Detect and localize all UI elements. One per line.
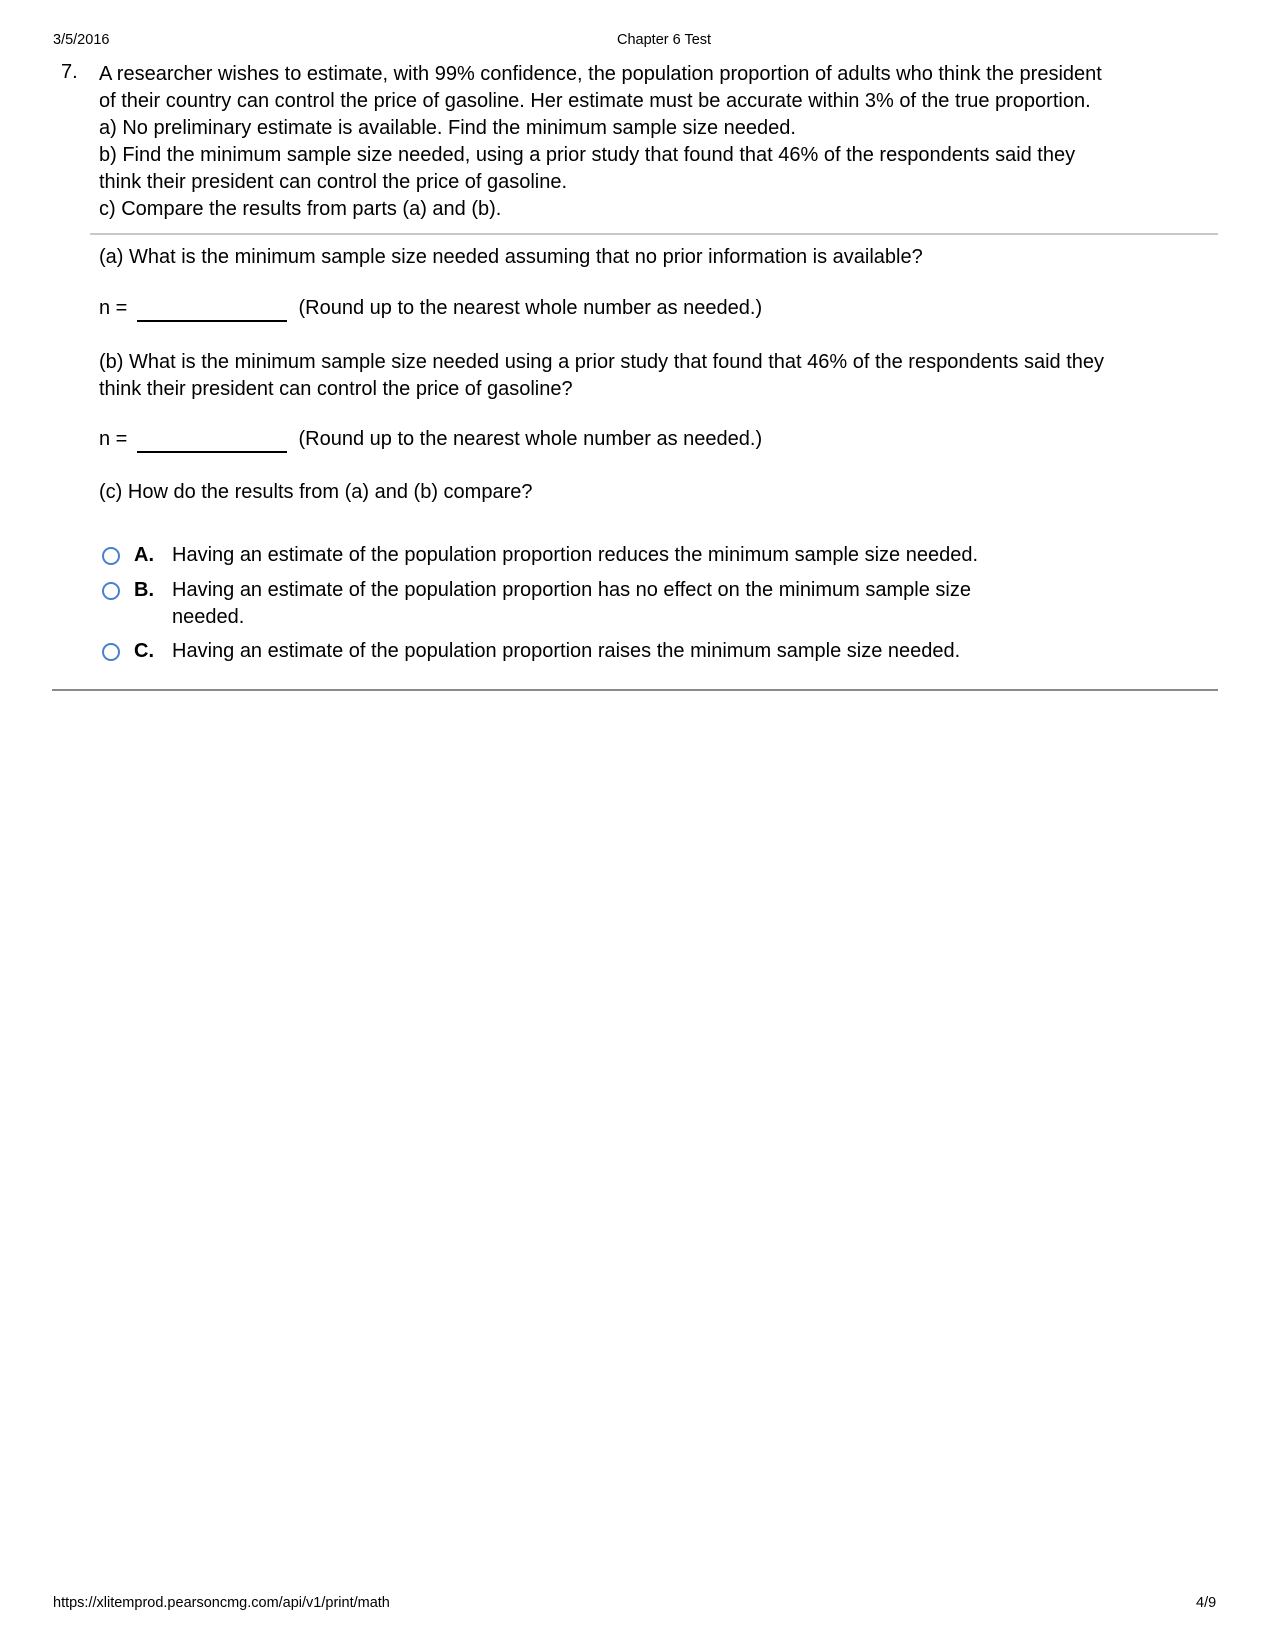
stem-line: of their country can control the price of gasoline. Her estimate must be accurate within 3% of the true proportion. <box>99 90 1091 112</box>
part-a-label: n = <box>99 297 128 319</box>
part-a-hint: (Round up to the nearest whole number as needed.) <box>298 297 763 319</box>
section-divider <box>90 233 1218 235</box>
stem-line: think their president can control the price of gasoline. <box>99 171 568 193</box>
stem-line: a) No preliminary estimate is available. Find the minimum sample size needed. <box>99 117 796 139</box>
option-b-text <box>172 577 971 631</box>
option-a-letter: A. <box>134 544 154 566</box>
option-c-line: Having an estimate of the population proportion raises the minimum sample size needed. <box>172 640 961 662</box>
part-b-question <box>99 349 1104 403</box>
stem-line: A researcher wishes to estimate, with 99% confidence, the population proportion of adults who think the president <box>99 63 1102 85</box>
option-a-radio[interactable] <box>102 547 120 565</box>
part-b-label: n = <box>99 428 128 450</box>
footer-url: https://xlitemprod.pearsoncmg.com/api/v1/print/math <box>53 1595 390 1611</box>
part-b-question-line: (b) What is the minimum sample size needed using a prior study that found that 46% of the respondents said they <box>99 351 1104 373</box>
part-b-answer-field[interactable] <box>137 427 287 453</box>
part-b-hint: (Round up to the nearest whole number as needed.) <box>298 428 763 450</box>
option-b-line: Having an estimate of the population proportion has no effect on the minimum sample size <box>172 579 971 601</box>
part-a-answer-field[interactable] <box>137 296 287 322</box>
stem-line: c) Compare the results from parts (a) and (b). <box>99 198 502 220</box>
option-c-letter: C. <box>134 640 154 662</box>
part-a-question: (a) What is the minimum sample size needed assuming that no prior information is available? <box>99 246 923 268</box>
print-date: 3/5/2016 <box>53 32 110 48</box>
part-b-answer-row <box>99 426 762 453</box>
option-a-text <box>172 542 978 569</box>
stem-line: b) Find the minimum sample size needed, using a prior study that found that 46% of the respondents said they <box>99 144 1076 166</box>
option-c-radio[interactable] <box>102 643 120 661</box>
part-b-question-line: think their president can control the price of gasoline? <box>99 378 573 400</box>
part-c-question: (c) How do the results from (a) and (b) compare? <box>99 481 533 503</box>
page-number: 4/9 <box>1196 1595 1217 1611</box>
option-b-letter: B. <box>134 579 154 601</box>
option-a-line: Having an estimate of the population proportion reduces the minimum sample size needed. <box>172 544 979 566</box>
question-stem <box>99 61 1209 223</box>
option-c-text <box>172 638 960 665</box>
option-b-line: needed. <box>172 606 245 628</box>
page-title: Chapter 6 Test <box>617 32 712 48</box>
part-a-answer-row <box>99 295 762 322</box>
option-b-radio[interactable] <box>102 582 120 600</box>
question-end-divider <box>52 689 1218 691</box>
question-number: 7. <box>61 61 78 83</box>
